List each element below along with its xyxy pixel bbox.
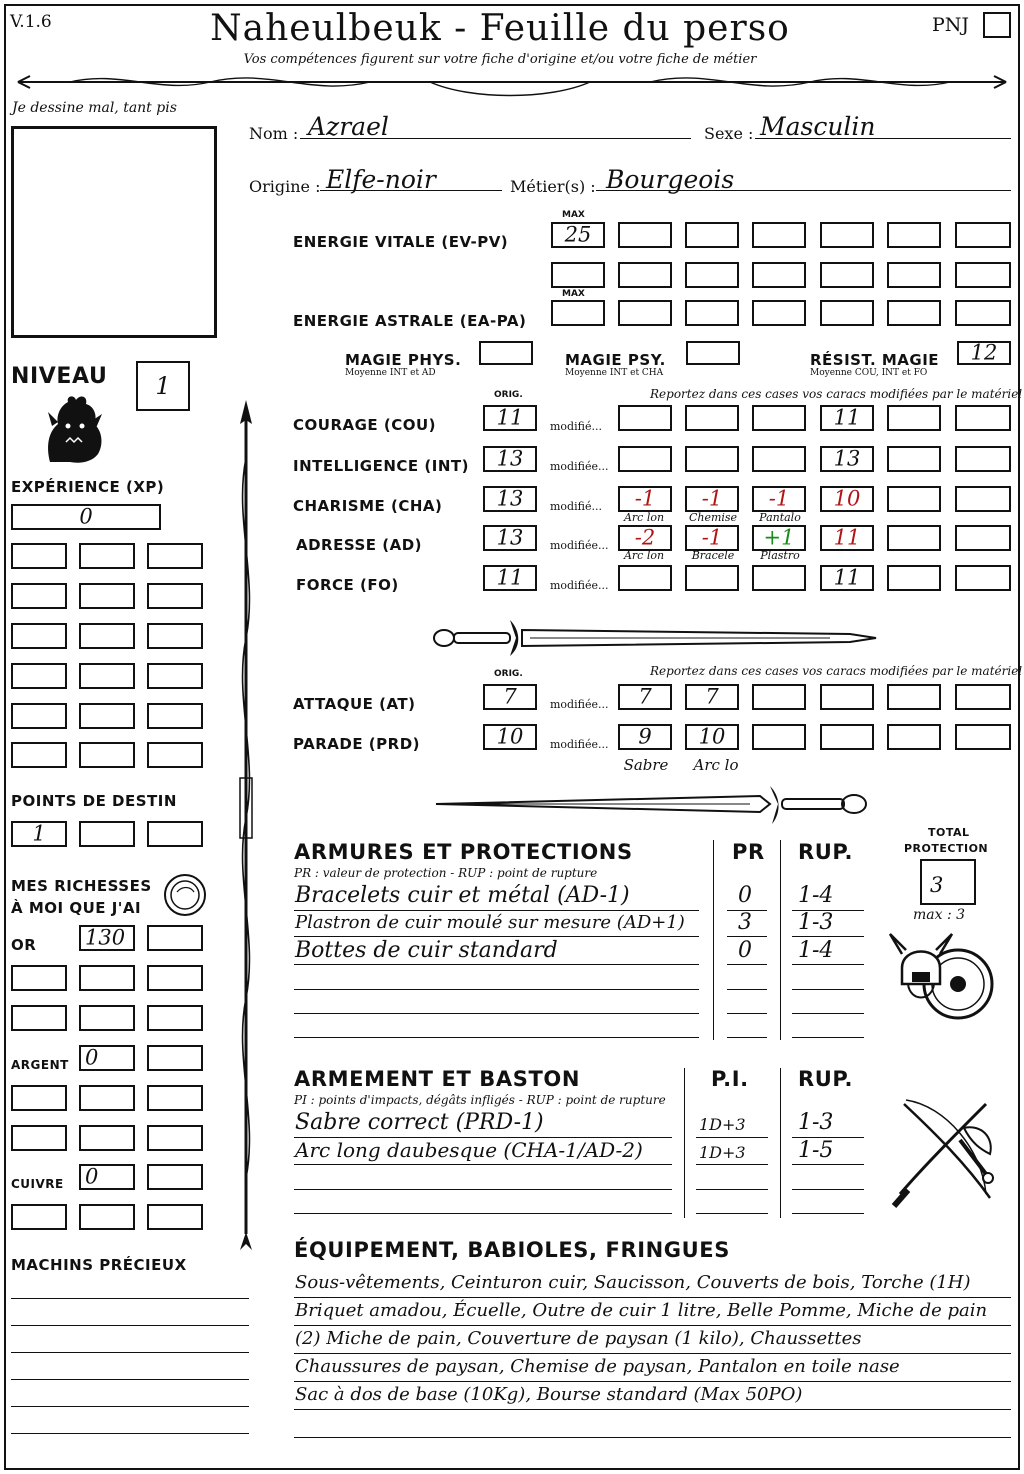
modifie-label: modifié... bbox=[550, 500, 602, 513]
carac-mod-box[interactable]: -1 bbox=[685, 525, 739, 551]
carac-mod-box[interactable]: 11 bbox=[820, 405, 874, 431]
arme-pi[interactable]: 1D+3 bbox=[699, 1143, 746, 1162]
ev-box[interactable] bbox=[685, 222, 739, 248]
armures-rup-header: RUP. bbox=[798, 840, 854, 864]
page-subtitle: Vos compétences figurent sur votre fiche d'origine et/ou votre fiche de métier bbox=[243, 52, 757, 67]
orig-label: ORIG. bbox=[494, 390, 523, 400]
xp-box[interactable] bbox=[79, 543, 135, 569]
magie-phys-label: MAGIE PHYS. bbox=[345, 351, 462, 369]
ev-box[interactable] bbox=[618, 222, 672, 248]
or-label: OR bbox=[11, 936, 37, 954]
armure-name[interactable]: Bracelets cuir et métal (AD-1) bbox=[295, 883, 630, 908]
equipement-line bbox=[294, 1437, 1011, 1438]
ev-box[interactable] bbox=[551, 262, 605, 288]
mod-note: Arc lon bbox=[623, 549, 665, 562]
equipement-line-text[interactable]: Briquet amadou, Écuelle, Outre de cuir 1 litre, Belle Pomme, Miche de pain bbox=[295, 1300, 988, 1321]
combat-mod-box[interactable] bbox=[887, 684, 941, 710]
resist-magie-box[interactable]: 12 bbox=[957, 341, 1011, 365]
combat-note: Arc lo bbox=[693, 756, 739, 774]
coin-icon bbox=[162, 872, 208, 918]
carac-mod-box[interactable]: +1 bbox=[752, 525, 806, 551]
xp-box[interactable] bbox=[11, 623, 67, 649]
argent-box[interactable] bbox=[79, 1085, 135, 1111]
metier-line bbox=[596, 190, 1011, 191]
xp-box[interactable] bbox=[79, 703, 135, 729]
dragon-icon bbox=[40, 392, 108, 464]
arme-name[interactable]: Sabre correct (PRD-1) bbox=[295, 1110, 544, 1135]
version-label: V.1.6 bbox=[10, 12, 52, 32]
weapons-icon bbox=[886, 1094, 1006, 1216]
nom-line bbox=[300, 138, 691, 139]
origine-line bbox=[320, 190, 502, 191]
arme-line bbox=[294, 1164, 672, 1165]
mod-note: Arc lon bbox=[623, 511, 665, 524]
armure-line bbox=[294, 989, 699, 990]
armure-pr[interactable]: 3 bbox=[738, 910, 752, 935]
xp-box[interactable] bbox=[79, 623, 135, 649]
modifie-label: modifiée... bbox=[550, 460, 609, 473]
helmet-shield-icon bbox=[888, 924, 1000, 1034]
total-protection-label: TOTAL bbox=[928, 826, 970, 839]
cuivre-box[interactable] bbox=[147, 1164, 203, 1190]
combat-mod-box[interactable] bbox=[752, 684, 806, 710]
ev-box[interactable] bbox=[820, 262, 874, 288]
xp-box[interactable] bbox=[11, 543, 67, 569]
carac-mod-box[interactable] bbox=[685, 405, 739, 431]
combat-mod-box[interactable] bbox=[820, 684, 874, 710]
ev-box[interactable] bbox=[618, 262, 672, 288]
armement-divider bbox=[684, 1068, 685, 1218]
armures-divider bbox=[713, 840, 714, 1040]
armement-title: ARMEMENT ET BASTON bbox=[294, 1067, 581, 1091]
equipement-line-text[interactable]: Sous-vêtements, Ceinturon cuir, Saucisson, Couverts de bois, Torche (1H) bbox=[295, 1272, 971, 1293]
magie-phys-box[interactable] bbox=[479, 341, 533, 365]
carac-orig-box[interactable]: 13 bbox=[483, 525, 537, 551]
magie-psy-note: Moyenne INT et CHA bbox=[565, 368, 664, 378]
ev-box[interactable] bbox=[955, 262, 1011, 288]
magie-phys-note: Moyenne INT et AD bbox=[345, 368, 436, 378]
ea-max-label: MAX bbox=[562, 289, 585, 299]
carac-mod-box[interactable] bbox=[955, 446, 1011, 472]
ev-box[interactable] bbox=[752, 222, 806, 248]
xp-box[interactable] bbox=[11, 742, 67, 768]
armement-divider bbox=[780, 1068, 781, 1218]
machins-line[interactable] bbox=[11, 1352, 249, 1353]
armement-note: PI : points d'impacts, dégâts infligés - RUP : point de rupture bbox=[294, 1093, 666, 1107]
arme-pi[interactable]: 1D+3 bbox=[699, 1115, 746, 1134]
combat-note: Sabre bbox=[623, 756, 669, 774]
arme-name[interactable]: Arc long daubesque (CHA-1/AD-2) bbox=[295, 1138, 643, 1162]
xp-box[interactable] bbox=[147, 742, 203, 768]
machins-line[interactable] bbox=[11, 1406, 249, 1407]
combat-mod-box[interactable] bbox=[887, 724, 941, 750]
carac-mod-box[interactable] bbox=[752, 446, 806, 472]
arme-line bbox=[792, 1164, 864, 1165]
xp-box[interactable] bbox=[11, 703, 67, 729]
xp-box[interactable] bbox=[79, 663, 135, 689]
carac-mod-box[interactable] bbox=[618, 565, 672, 591]
xp-box[interactable] bbox=[147, 543, 203, 569]
or-box[interactable] bbox=[11, 1005, 67, 1031]
combat-orig-box[interactable]: 10 bbox=[483, 724, 537, 750]
ev-box[interactable] bbox=[887, 222, 941, 248]
cuivre-box[interactable] bbox=[147, 1204, 203, 1230]
armure-line bbox=[294, 910, 699, 911]
xp-box[interactable] bbox=[79, 742, 135, 768]
arme-rup[interactable]: 1-5 bbox=[798, 1138, 834, 1163]
portrait-caption: Je dessine mal, tant pis bbox=[12, 100, 177, 116]
combat-mod-box[interactable]: 7 bbox=[618, 684, 672, 710]
or-box[interactable]: 130 bbox=[79, 925, 135, 951]
ea-box[interactable] bbox=[887, 300, 941, 326]
report-note: Reportez dans ces cases vos caracs modifiées par le matériel bbox=[650, 664, 1023, 678]
destin-box[interactable] bbox=[147, 821, 203, 847]
armure-line bbox=[727, 1013, 767, 1014]
equipement-line bbox=[294, 1409, 1011, 1410]
carac-mod-box[interactable]: 10 bbox=[820, 486, 874, 512]
carac-mod-box[interactable]: 11 bbox=[820, 525, 874, 551]
richesses-label: MES RICHESSES bbox=[11, 877, 152, 895]
combat-orig-box[interactable]: 7 bbox=[483, 684, 537, 710]
arme-line bbox=[294, 1213, 672, 1214]
carac-mod-box[interactable] bbox=[887, 405, 941, 431]
xp-label: EXPÉRIENCE (XP) bbox=[11, 478, 165, 496]
or-box[interactable] bbox=[147, 1005, 203, 1031]
total-protection-label-2: PROTECTION bbox=[904, 842, 989, 855]
nom-value[interactable]: Azrael bbox=[308, 112, 389, 141]
metier-value[interactable]: Bourgeois bbox=[606, 165, 735, 194]
armures-note: PR : valeur de protection - RUP : point de rupture bbox=[294, 866, 598, 880]
equipement-line bbox=[294, 1325, 1011, 1326]
pnj-label: PNJ bbox=[932, 14, 970, 36]
carac-mod-box[interactable] bbox=[618, 405, 672, 431]
carac-mod-box[interactable] bbox=[887, 446, 941, 472]
carac-mod-box[interactable] bbox=[685, 446, 739, 472]
carac-mod-box[interactable]: -1 bbox=[618, 486, 672, 512]
argent-label: ARGENT bbox=[11, 1058, 69, 1072]
mod-note: Bracele bbox=[691, 549, 735, 562]
armure-rup[interactable]: 1-4 bbox=[798, 883, 834, 908]
xp-box[interactable]: 0 bbox=[11, 504, 161, 530]
carac-mod-box[interactable] bbox=[685, 565, 739, 591]
arme-rup[interactable]: 1-3 bbox=[798, 1110, 834, 1135]
modifie-label: modifiée... bbox=[550, 579, 609, 592]
carac-mod-box[interactable] bbox=[887, 565, 941, 591]
arme-line bbox=[696, 1189, 768, 1190]
armure-name[interactable]: Bottes de cuir standard bbox=[295, 938, 558, 963]
armure-pr[interactable]: 0 bbox=[738, 938, 752, 963]
carac-mod-box[interactable] bbox=[955, 525, 1011, 551]
niveau-label: NIVEAU bbox=[11, 364, 108, 389]
sexe-value[interactable]: Masculin bbox=[760, 112, 876, 141]
ev-box[interactable] bbox=[752, 262, 806, 288]
portrait-box[interactable] bbox=[11, 126, 217, 338]
ea-label: ENERGIE ASTRALE (EA-PA) bbox=[293, 312, 527, 330]
armures-divider bbox=[780, 840, 781, 1040]
equipement-line-text[interactable]: Sac à dos de base (10Kg), Bourse standard (Max 50PO) bbox=[295, 1384, 803, 1405]
armure-line bbox=[727, 936, 767, 937]
arme-line bbox=[696, 1137, 768, 1138]
nom-label: Nom : bbox=[249, 124, 299, 143]
modifie-label: modifiée... bbox=[550, 539, 609, 552]
niveau-box[interactable]: 1 bbox=[136, 361, 190, 411]
arme-line bbox=[696, 1164, 768, 1165]
destin-box[interactable]: 1 bbox=[11, 821, 67, 847]
armure-line bbox=[294, 1013, 699, 1014]
max-protection-note: max : 3 bbox=[913, 907, 966, 923]
machins-line[interactable] bbox=[11, 1298, 249, 1299]
armement-rup-header: RUP. bbox=[798, 1067, 854, 1091]
combat-label: ATTAQUE (AT) bbox=[293, 695, 416, 713]
argent-box[interactable] bbox=[147, 1045, 203, 1071]
carac-mod-box[interactable] bbox=[752, 565, 806, 591]
xp-box[interactable] bbox=[147, 703, 203, 729]
arme-line bbox=[792, 1213, 864, 1214]
destin-box[interactable] bbox=[79, 821, 135, 847]
machins-label: MACHINS PRÉCIEUX bbox=[11, 1256, 187, 1274]
carac-mod-box[interactable] bbox=[955, 486, 1011, 512]
argent-box[interactable] bbox=[147, 1125, 203, 1151]
carac-mod-box[interactable] bbox=[955, 565, 1011, 591]
combat-label: PARADE (PRD) bbox=[293, 735, 421, 753]
or-box[interactable] bbox=[79, 965, 135, 991]
cuivre-box[interactable]: 0 bbox=[79, 1164, 135, 1190]
equipement-line bbox=[294, 1297, 1011, 1298]
ev-box[interactable] bbox=[887, 262, 941, 288]
argent-box[interactable]: 0 bbox=[79, 1045, 135, 1071]
arme-line bbox=[696, 1213, 768, 1214]
equipement-line-text[interactable]: (2) Miche de pain, Couverture de paysan (1 kilo), Chaussettes bbox=[295, 1328, 862, 1349]
ea-box[interactable] bbox=[955, 300, 1011, 326]
ea-max-box[interactable] bbox=[551, 300, 605, 326]
ea-box[interactable] bbox=[820, 300, 874, 326]
ea-box[interactable] bbox=[752, 300, 806, 326]
origine-value[interactable]: Elfe-noir bbox=[326, 165, 436, 194]
carac-orig-box[interactable]: 13 bbox=[483, 446, 537, 472]
xp-box[interactable] bbox=[11, 663, 67, 689]
sword-ornament bbox=[430, 780, 875, 830]
xp-box[interactable] bbox=[147, 663, 203, 689]
modifie-label: modifiée... bbox=[550, 698, 609, 711]
armure-line bbox=[294, 1037, 699, 1038]
combat-mod-box[interactable]: 10 bbox=[685, 724, 739, 750]
armure-rup[interactable]: 1-3 bbox=[798, 910, 834, 935]
carac-label: CHARISME (CHA) bbox=[293, 497, 443, 515]
armure-line bbox=[792, 936, 864, 937]
total-protection-box[interactable]: 3 bbox=[920, 859, 976, 905]
ev-max-label: MAX bbox=[562, 210, 585, 220]
armure-line bbox=[727, 1037, 767, 1038]
argent-box[interactable] bbox=[11, 1085, 67, 1111]
armure-pr[interactable]: 0 bbox=[738, 883, 752, 908]
armures-title: ARMURES ET PROTECTIONS bbox=[294, 840, 633, 864]
machins-line[interactable] bbox=[11, 1325, 249, 1326]
armure-name[interactable]: Plastron de cuir moulé sur mesure (AD+1) bbox=[295, 912, 685, 933]
carac-mod-box[interactable]: -2 bbox=[618, 525, 672, 551]
magie-psy-label: MAGIE PSY. bbox=[565, 351, 666, 369]
machins-line[interactable] bbox=[11, 1433, 249, 1434]
xp-box[interactable] bbox=[147, 583, 203, 609]
argent-box[interactable] bbox=[79, 1125, 135, 1151]
machins-line[interactable] bbox=[11, 1379, 249, 1380]
argent-box[interactable] bbox=[147, 1085, 203, 1111]
carac-orig-box[interactable]: 11 bbox=[483, 565, 537, 591]
header-spear-ornament bbox=[10, 66, 1014, 102]
ev-box[interactable] bbox=[955, 222, 1011, 248]
carac-mod-box[interactable]: -1 bbox=[685, 486, 739, 512]
carac-mod-box[interactable]: 13 bbox=[820, 446, 874, 472]
equipement-line-text[interactable]: Chaussures de paysan, Chemise de paysan, Pantalon en toile nase bbox=[295, 1356, 900, 1377]
ea-box[interactable] bbox=[685, 300, 739, 326]
armures-pr-header: PR bbox=[732, 840, 765, 864]
combat-mod-box[interactable] bbox=[955, 724, 1011, 750]
resist-magie-note: Moyenne COU, INT et FO bbox=[810, 368, 928, 378]
argent-box[interactable] bbox=[11, 1125, 67, 1151]
carac-mod-box[interactable] bbox=[887, 486, 941, 512]
combat-mod-box[interactable]: 7 bbox=[685, 684, 739, 710]
sword-ornament bbox=[430, 612, 880, 662]
arme-line bbox=[294, 1189, 672, 1190]
armement-pi-header: P.I. bbox=[711, 1067, 749, 1091]
combat-mod-box[interactable] bbox=[955, 684, 1011, 710]
cuivre-box[interactable] bbox=[79, 1204, 135, 1230]
carac-mod-box[interactable] bbox=[618, 446, 672, 472]
mod-note: Plastro bbox=[760, 549, 800, 562]
armure-rup[interactable]: 1-4 bbox=[798, 938, 834, 963]
equipement-line bbox=[294, 1353, 1011, 1354]
mod-note: Pantalo bbox=[759, 511, 801, 524]
destin-label: POINTS DE DESTIN bbox=[11, 792, 177, 810]
combat-mod-box[interactable] bbox=[752, 724, 806, 750]
sexe-line bbox=[755, 138, 1011, 139]
combat-mod-box[interactable]: 9 bbox=[618, 724, 672, 750]
pnj-checkbox[interactable] bbox=[983, 12, 1011, 38]
sexe-label: Sexe : bbox=[704, 124, 754, 143]
richesses-label-2: À MOI QUE J'AI bbox=[11, 899, 142, 917]
ev-label: ENERGIE VITALE (EV-PV) bbox=[293, 233, 509, 251]
combat-mod-box[interactable] bbox=[820, 724, 874, 750]
resist-magie-label: RÉSIST. MAGIE bbox=[810, 351, 940, 369]
mod-note: Chemise bbox=[688, 511, 738, 524]
carac-orig-box[interactable]: 11 bbox=[483, 405, 537, 431]
or-box[interactable] bbox=[11, 965, 67, 991]
armure-line bbox=[294, 936, 699, 937]
carac-label: COURAGE (COU) bbox=[293, 416, 437, 434]
equipement-line bbox=[294, 1381, 1011, 1382]
cuivre-box[interactable] bbox=[11, 1204, 67, 1230]
equipement-title: ÉQUIPEMENT, BABIOLES, FRINGUES bbox=[294, 1238, 730, 1262]
ev-max-box[interactable]: 25 bbox=[551, 222, 605, 248]
carac-mod-box[interactable] bbox=[955, 405, 1011, 431]
carac-mod-box[interactable]: -1 bbox=[752, 486, 806, 512]
cuivre-label: CUIVRE bbox=[11, 1177, 64, 1191]
magie-psy-box[interactable] bbox=[686, 341, 740, 365]
armure-line bbox=[792, 989, 864, 990]
carac-label: FORCE (FO) bbox=[296, 576, 399, 594]
arme-line bbox=[792, 1189, 864, 1190]
or-box[interactable] bbox=[147, 925, 203, 951]
spear-ornament bbox=[228, 398, 264, 1254]
carac-label: INTELLIGENCE (INT) bbox=[293, 457, 469, 475]
orig-label: ORIG. bbox=[494, 669, 523, 679]
xp-box[interactable] bbox=[11, 583, 67, 609]
armure-line bbox=[727, 989, 767, 990]
carac-label: ADRESSE (AD) bbox=[296, 536, 423, 554]
armure-line bbox=[727, 964, 767, 965]
carac-mod-box[interactable] bbox=[887, 525, 941, 551]
armure-line bbox=[792, 1037, 864, 1038]
metier-label: Métier(s) : bbox=[510, 177, 596, 196]
origine-label: Origine : bbox=[249, 177, 321, 196]
ea-box[interactable] bbox=[618, 300, 672, 326]
page-title: Naheulbeuk - Feuille du perso bbox=[210, 8, 790, 49]
or-box[interactable] bbox=[79, 1005, 135, 1031]
modifie-label: modifiée... bbox=[550, 738, 609, 751]
xp-box[interactable] bbox=[79, 583, 135, 609]
or-box[interactable] bbox=[147, 965, 203, 991]
armure-line bbox=[792, 964, 864, 965]
carac-orig-box[interactable]: 13 bbox=[483, 486, 537, 512]
armure-line bbox=[792, 1013, 864, 1014]
ev-box[interactable] bbox=[820, 222, 874, 248]
report-note: Reportez dans ces cases vos caracs modifiées par le matériel bbox=[650, 387, 1023, 401]
carac-mod-box[interactable] bbox=[752, 405, 806, 431]
xp-box[interactable] bbox=[147, 623, 203, 649]
modifie-label: modifié... bbox=[550, 420, 602, 433]
carac-mod-box[interactable]: 11 bbox=[820, 565, 874, 591]
armure-line bbox=[294, 964, 699, 965]
ev-box[interactable] bbox=[685, 262, 739, 288]
